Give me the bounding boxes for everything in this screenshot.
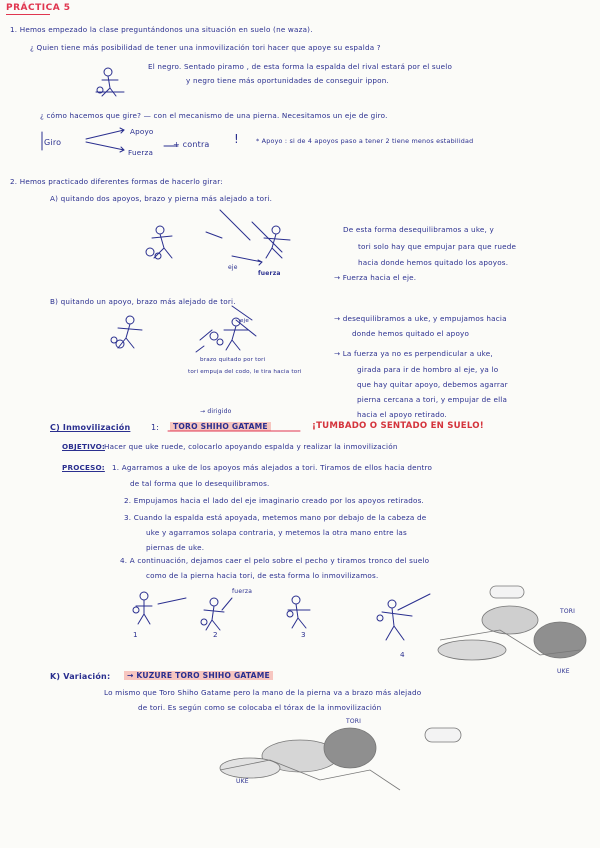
fig-step-1: 1: [133, 630, 138, 639]
variation-label: K) Variación:: [50, 672, 111, 681]
line-answer-2: y negro tiene más oportunidades de conseguir ippon.: [186, 76, 389, 85]
line-answer-1: El negro. Sentado piramo , de esta forma la espalda del rival estará por el suelo: [148, 62, 453, 71]
pencil-sketch-2: [220, 728, 461, 790]
fig-c-fuerza: fuerza: [232, 588, 253, 595]
stick-figure-q: [96, 68, 124, 96]
fig-a-fuerza: fuerza: [258, 270, 281, 277]
line-how: ¿ cómo hacemos que gire? — con el mecanismo de una pierna. Necesitamos un eje de giro.: [40, 111, 388, 120]
section-c-note: → dirigido: [200, 408, 232, 415]
fig-tori-2: TORI: [346, 718, 362, 725]
figure-b: [111, 306, 256, 352]
section-c-label: C) Inmovilización: [50, 423, 131, 432]
line-a-4: → Fuerza hacia el eje.: [334, 273, 417, 282]
proceso-label: PROCESO:: [62, 463, 105, 472]
proceso-2: 2. Empujamos hacia el lado del eje imaginario creado por los apoyos retirados.: [124, 496, 424, 505]
fig-tori-1: TORI: [560, 608, 576, 615]
label-contra: + contra: [173, 140, 210, 149]
pencil-sketch-1: [438, 586, 586, 660]
proceso-3a: 3. Cuando la espalda está apoyada, metemos mano por debajo de la cabeza de: [124, 513, 427, 522]
line-b-4: girada para ir de hombro al eje, ya lo: [357, 365, 499, 374]
objetivo-label: OBJETIVO:: [62, 442, 105, 451]
fig-uke-2: UKE: [236, 778, 249, 785]
line-b-7: hacia el apoyo retirado.: [357, 410, 447, 419]
section-c-num: 1:: [151, 423, 160, 432]
fig-step-2: 2: [213, 630, 218, 639]
fig-b-label-3: tori empuja del codo, le tira hacia tori: [188, 369, 302, 375]
giro-arrow-down: [86, 142, 124, 152]
variation-1: Lo mismo que Toro Shiho Gatame pero la mano de la pierna va a brazo más alejado: [104, 688, 422, 697]
line-a: A) quitando dos apoyos, brazo y pierna más alejado a tori.: [50, 194, 273, 203]
label-fuerza: Fuerza: [128, 148, 154, 157]
line-b-5: que hay quitar apoyo, debemos agarrar: [357, 380, 508, 389]
line-1: 1. Hemos empezado la clase preguntándonos una situación en suelo (ne waza).: [10, 25, 313, 34]
label-apoyo: Apoyo: [130, 127, 154, 136]
fig-step-3: 3: [301, 630, 306, 639]
proceso-4b: como de la pierna hacia tori, de esta forma lo inmovilizamos.: [146, 571, 379, 580]
line-question: ¿ Quien tiene más posibilidad de tener una inmovilización tori hacer que apoye su espalda ?: [30, 43, 381, 52]
line-a-2: tori solo hay que empujar para que ruede: [358, 242, 517, 251]
fig-b-label-2: eje: [240, 318, 250, 324]
proceso-3c: piernas de uke.: [146, 543, 205, 552]
line-a-3: hacia donde hemos quitado los apoyos.: [358, 258, 509, 267]
label-giro: Giro: [44, 138, 62, 147]
line-apoyo-note: * Apoyo : si de 4 apoyos paso a tener 2 tiene menos estabilidad: [256, 137, 474, 145]
figure-a: [146, 210, 290, 265]
section-c-exclaim: ¡TUMBADO O SENTADO EN SUELO!: [312, 421, 484, 431]
fig-b-label-1: brazo quitado por tori: [200, 357, 266, 363]
variation-2: de tori. Es según como se colocaba el tórax de la inmovilización: [138, 703, 382, 712]
line-b-6: pierna cercana a tori, y empujar de ella: [357, 395, 508, 404]
objetivo-text: Hacer que uke ruede, colocarlo apoyando espalda y realizar la inmovilización: [104, 442, 398, 451]
line-a-1: De esta forma desequilibramos a uke, y: [343, 225, 494, 234]
fig-step-4: 4: [400, 650, 405, 659]
line-b-2: donde hemos quitado el apoyo: [352, 329, 470, 338]
label-bang: !: [234, 132, 240, 146]
proceso-1b: de tal forma que lo desequilibramos.: [130, 479, 270, 488]
giro-arrow-up: [86, 128, 124, 139]
page-title: PRÁCTICA 5: [6, 3, 71, 13]
proceso-1a: 1. Agarramos a uke de los apoyos más alejados a tori. Tiramos de ellos hacia dentro: [112, 463, 433, 472]
section-c-technique: TORO SHIHO GATAME: [170, 422, 271, 431]
figure-c-steps: [133, 592, 430, 640]
variation-technique: → KUZURE TORO SHIHO GATAME: [124, 671, 273, 680]
line-b: B) quitando un apoyo, brazo más alejado de tori.: [50, 297, 236, 306]
fig-a-eje: eje: [228, 264, 238, 271]
line-b-3: → La fuerza ya no es perpendicular a uke,: [334, 349, 493, 358]
line-b-1: → desequilibramos a uke, y empujamos hacia: [334, 314, 507, 323]
fig-uke-1: UKE: [557, 668, 570, 675]
proceso-4a: 4. A continuación, dejamos caer el pelo sobre el pecho y tiramos tronco del suelo: [120, 556, 430, 565]
line-2: 2. Hemos practicado diferentes formas de hacerlo girar:: [10, 177, 223, 186]
proceso-3b: uke y agarramos solapa contraria, y metemos la otra mano entre las: [146, 528, 407, 537]
